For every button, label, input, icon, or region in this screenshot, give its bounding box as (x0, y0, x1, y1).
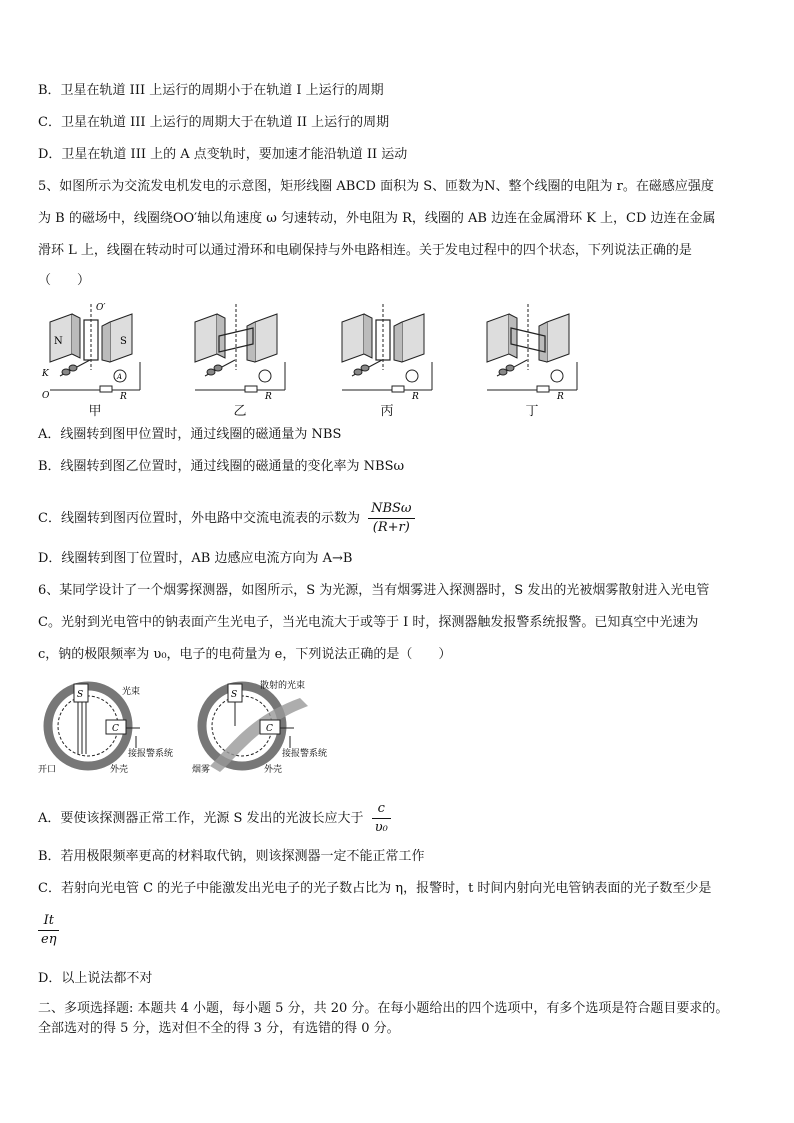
q6-stem-line-1: 6、某同学设计了一个烟雾探测器，如图所示，S 为光源，当有烟雾进入探测器时，S 发出的光被烟雾散射进入光电管 (38, 583, 710, 598)
q6-option-a-text: A．要使该探测器正常工作，光源 S 发出的光波长应大于 (38, 811, 364, 826)
label-c: C (266, 724, 273, 734)
q5-option-c (38, 500, 415, 537)
q6-option-c: C．若射向光电管 C 的光子中能激发出光电子的光子数占比为 η，报警时，t 时间内射向光电管钠表面的光子数至少是 (38, 881, 712, 896)
generator-figure-jia (40, 300, 150, 418)
label-beam: 光束 (122, 687, 141, 697)
q6-option-c-fraction-row (38, 912, 59, 949)
fraction-denominator: υ₀ (374, 820, 388, 835)
label-c: C (112, 724, 119, 734)
q5-stem-line-1: 5、如图所示为交流发电机发电的示意图，矩形线圈 ABCD 面积为 S、匝数为N、整个线圈的电阻为 r。在磁感应强度 (38, 179, 714, 194)
q6-stem-line-2: C。光射到光电管中的钠表面产生光电子，当光电流大于或等于 I 时，探测器触发报警系统报警。已知真空中光速为 (38, 615, 699, 630)
fraction-numerator: c (372, 800, 391, 819)
q5-stem-line-2: 为 B 的磁场中，线圈绕OO′轴以角速度 ω 匀速转动，外电阻为 R，线圈的 AB 边连在金属滑环 K 上，CD 边连在金属 (38, 211, 716, 226)
fraction-numerator: It (38, 912, 59, 931)
q6-option-a-fraction (372, 800, 391, 837)
smoke-detector-diagram (190, 676, 340, 776)
q5-option-c-fraction (368, 500, 414, 537)
label-o: O (42, 391, 50, 400)
generator-figure-bing (332, 300, 442, 418)
generator-diagram (332, 300, 442, 400)
label-r: R (412, 392, 419, 400)
generator-figure-ding (477, 300, 587, 418)
smoke-detector-diagram (36, 676, 186, 776)
smoke-detector-figure-1 (36, 676, 186, 776)
figure-caption-yi: 乙 (233, 404, 247, 419)
q6-option-a (38, 800, 391, 837)
label-r: R (557, 392, 564, 400)
label-smoke: 烟雾 (192, 765, 211, 775)
label-r: R (120, 392, 127, 400)
q4-option-c: C．卫星在轨道 III 上运行的周期大于在轨道 II 上运行的周期 (38, 115, 390, 130)
generator-diagram (477, 300, 587, 400)
ammeter-label: A (117, 373, 123, 381)
q6-stem-line-3: c，钠的极限频率为 υ₀，电子的电荷量为 e，下列说法正确的是（ ） (38, 647, 452, 662)
label-opening: 开口 (38, 765, 57, 775)
q5-generator-figures (40, 300, 600, 418)
label-n: N (54, 336, 63, 347)
label-shell: 外壳 (110, 765, 129, 775)
q5-stem-line-4: （ ） (38, 273, 91, 288)
generator-figure-yi (185, 300, 295, 418)
label-k: K (42, 369, 49, 379)
label-s: S (120, 336, 127, 347)
figure-caption-jia: 甲 (88, 404, 102, 419)
fraction-denominator: (R+r) (372, 520, 410, 535)
q4-option-b: B．卫星在轨道 III 上运行的周期小于在轨道 I 上运行的周期 (38, 83, 384, 98)
label-shell: 外壳 (264, 765, 283, 775)
q5-option-b: B．线圈转到图乙位置时，通过线圈的磁通量的变化率为 NBSω (38, 459, 405, 474)
smoke-detector-figure-2 (190, 676, 340, 776)
label-s: S (231, 690, 238, 700)
label-alarm: 接报警系统 (128, 749, 174, 759)
section-2-instructions-line-1: 二、多项选择题: 本题共 4 小题，每小题 5 分，共 20 分。在每小题给出的四个选项中，有多个选项是符合题目要求的。 (38, 1001, 729, 1016)
figure-caption-ding: 丁 (525, 404, 539, 419)
q5-option-a: A．线圈转到图甲位置时，通过线圈的磁通量为 NBS (38, 427, 342, 442)
q6-option-c-fraction (38, 912, 59, 949)
q6-option-d: D．以上说法都不对 (38, 971, 153, 986)
label-scattered-beam: 散射的光束 (260, 681, 306, 691)
label-s: S (77, 690, 84, 700)
generator-diagram (40, 300, 150, 400)
q5-option-c-text: C．线圈转到图丙位置时，外电路中交流电流表的示数为 (38, 511, 360, 526)
q4-option-d: D．卫星在轨道 III 上的 A 点变轨时，要加速才能沿轨道 II 运动 (38, 147, 408, 162)
fraction-numerator: NBSω (368, 500, 414, 519)
q5-option-d: D．线圈转到图丁位置时，AB 边感应电流方向为 A→B (38, 551, 353, 566)
label-o-prime: O′ (96, 303, 106, 313)
label-r: R (265, 392, 272, 400)
section-2-instructions-line-2: 全部选对的得 5 分，选对但不全的得 3 分，有选错的得 0 分。 (38, 1021, 400, 1036)
fraction-denominator: eη (41, 932, 57, 947)
q5-stem-line-3: 滑环 L 上，线圈在转动时可以通过滑环和电刷保持与外电路相连。关于发电过程中的四个状态，下列说法正确的是 (38, 243, 692, 258)
figure-caption-bing: 丙 (380, 404, 394, 419)
q6-option-b: B．若用极限频率更高的材料取代钠，则该探测器一定不能正常工作 (38, 849, 425, 864)
label-alarm: 接报警系统 (282, 749, 328, 759)
generator-diagram (185, 300, 295, 400)
